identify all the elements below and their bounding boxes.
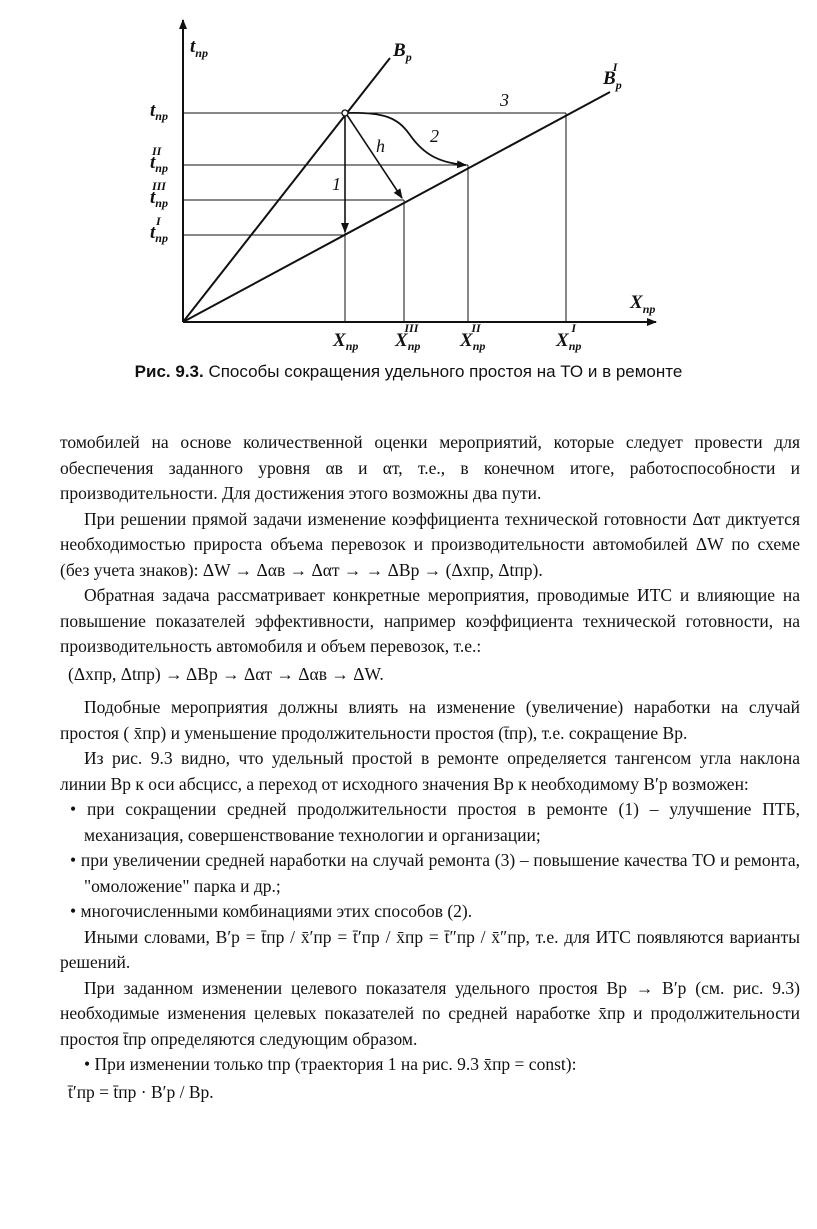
y-tick-t-pr: $t_{пр}$ xyxy=(150,100,168,123)
y-tick-t-pr-I: $t_{пр}I$ xyxy=(150,214,168,245)
x-tick-x-pr-II: $X_{пр}II$ xyxy=(460,321,486,353)
formula: t̄′пр = t̄пр · B′р / Bр. xyxy=(68,1081,214,1102)
y-tick-t-pr-II: $t_{пр}II$ xyxy=(150,144,168,175)
paragraph: томобилей на основе количественной оценки мероприятий, которые следует провести для обеспечения заданного уровня αв и αт, т.е., в конечном итоге, работоспособности и производительности. Для достижения этого возможны два пути. xyxy=(60,432,800,503)
trajectory-h-arrow xyxy=(347,115,402,198)
path-label-1: 1 xyxy=(332,174,341,194)
caption-label: Рис. 9.3. xyxy=(134,362,204,381)
bullet-item: • при сокращении средней продолжительности простоя в ремонте (1) – улучшение ПТБ, механизация, совершенствование технологии и организации; xyxy=(70,799,800,845)
body-text xyxy=(60,430,800,1113)
paragraph: Из рис. 9.3 видно, что удельный простой в ремонте определяется тангенсом угла наклона линии Bр к оси абсцисс, а переход от исходного значения Bр к необходимому B′р возможен: xyxy=(60,748,800,794)
line-bp xyxy=(183,58,390,322)
path-label-2: 2 xyxy=(430,126,439,146)
bullet-item: • При изменении только tпр (траектория 1 на рис. 9.3 x̄пр = const): xyxy=(84,1054,577,1074)
line-bp1-label: $B_рI$ xyxy=(603,60,622,92)
y-axis-label: $t_{пр}$ xyxy=(190,36,208,60)
x-tick-x-pr-I: $X_{пр}I$ xyxy=(556,321,582,353)
paragraph: Иными словами, B′р = t̄пр / x̄′пр = t̄′пр / x̄пр = t̄″пр / x̄″пр, т.е. для ИТС появляются варианты решений. xyxy=(60,926,800,972)
paragraph: При решении прямой задачи изменение коэффициента технической готовности Δαт диктуется необходимостью прироста объема перевозок и производительности автомобилей ΔW по схеме (без учета знаков): ΔW → Δαв → Δαт → → ΔBр → (Δxпр, Δtпр). xyxy=(60,508,800,580)
trajectory-2-curve xyxy=(347,113,466,165)
x-axis-label: $X_{пр}$ xyxy=(630,292,656,316)
paragraph: Подобные мероприятия должны влиять на изменение (увеличение) наработки на случай простоя ( x̄пр) и уменьшение продолжительности простоя (t̄пр), т.е. сокращение Bр. xyxy=(60,697,800,743)
paragraph: При заданном изменении целевого показателя удельного простоя Bр → B′р (см. рис. 9.3) необходимые изменения целевых показателей по средней наработке x̄пр и продолжительности простоя t̄пр определяются следующим образом. xyxy=(60,977,800,1049)
line-bp1 xyxy=(183,92,610,322)
caption-text: Способы сокращения удельного простоя на ТО и в ремонте xyxy=(203,362,683,381)
figure-diagram xyxy=(0,0,817,395)
bullet-item: • многочисленными комбинациями этих способов (2). xyxy=(70,901,473,921)
bullet-item: • при увеличении средней наработки на случай ремонта (3) – повышение качества ТО и ремонта, "омоложение" парка и др.; xyxy=(70,850,800,896)
figure-caption xyxy=(0,362,817,382)
start-point xyxy=(342,110,348,116)
line-bp-label: $B_р$ xyxy=(393,40,412,64)
paragraph: Обратная задача рассматривает конкретные мероприятия, проводимые ИТС и влияющие на повышение показателей эффективности, например коэффициента технической готовности, на производительность автомобиля и объем перевозок, т.е.: xyxy=(60,585,800,656)
path-label-h: h xyxy=(376,136,385,156)
formula: (Δxпр, Δtпр) → ΔBр → Δαт → Δαв → ΔW. xyxy=(68,663,384,684)
x-tick-x-pr-III: $X_{пр}III$ xyxy=(395,321,421,353)
x-tick-x-pr: $X_{пр}$ xyxy=(333,330,359,353)
path-label-3: 3 xyxy=(500,90,509,110)
y-tick-t-pr-III: $t_{пр}III$ xyxy=(150,179,168,210)
